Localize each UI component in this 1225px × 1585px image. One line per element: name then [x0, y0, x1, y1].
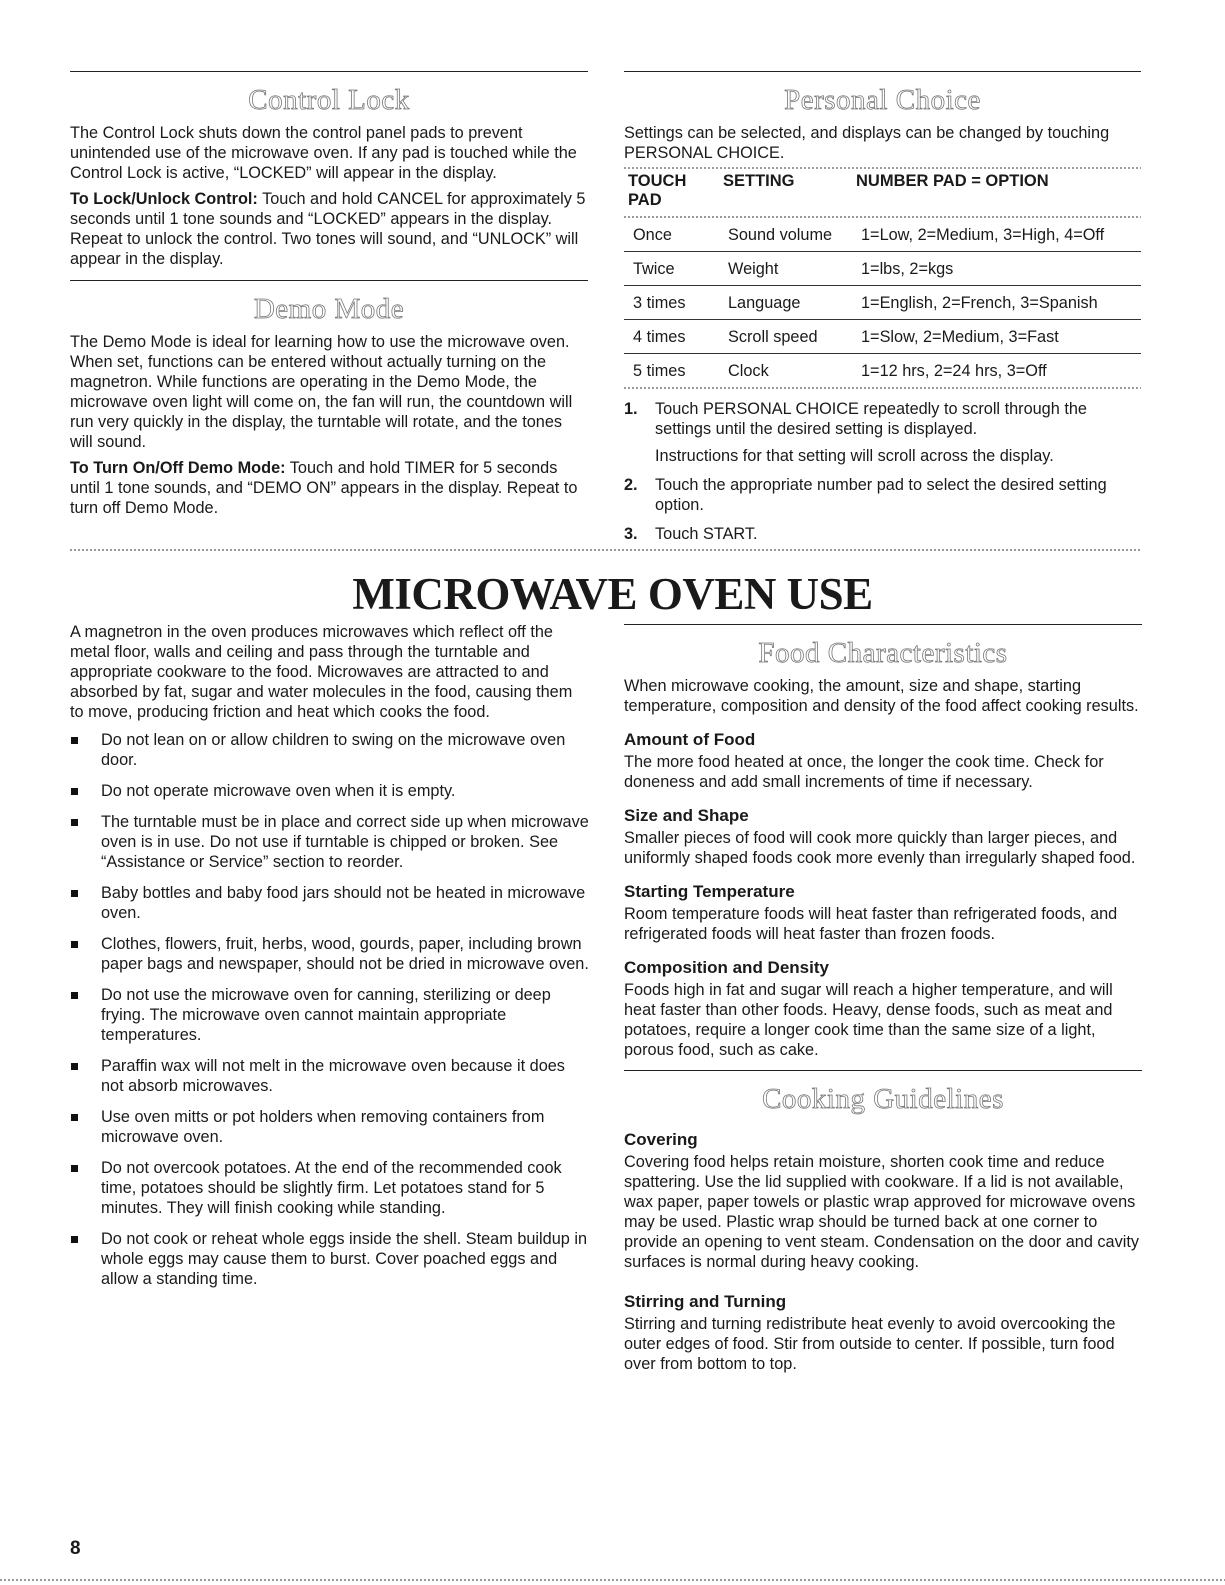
table-cell: 5 times [633, 362, 686, 380]
subsection-text: The more food heated at once, the longer the cook time. Check for doneness and add small increments of time if necessary. [624, 753, 1104, 791]
table-header: TOUCH PAD [628, 172, 687, 209]
personal-choice-intro: Settings can be selected, and displays can be changed by touching PERSONAL CHOICE. [624, 124, 1110, 162]
step-text: Touch START. [655, 525, 758, 543]
section-rule [624, 624, 1142, 625]
table-row [624, 320, 1141, 354]
table-cell: 1=Slow, 2=Medium, 3=Fast [852, 320, 1141, 354]
microwave-use-column [70, 622, 590, 1300]
table-cell: Scroll speed [719, 320, 852, 354]
personal-choice-title: Personal Choice [784, 84, 981, 116]
list-item: Do not operate microwave oven when it is empty. [70, 781, 590, 801]
table-cell: 1=Low, 2=Medium, 3=High, 4=Off [852, 218, 1141, 252]
section-rule [624, 1070, 1142, 1071]
list-item: Paraffin wax will not melt in the microwave oven because it does not absorb microwaves. [70, 1056, 590, 1096]
personal-choice-table [624, 169, 1141, 387]
subsection-text: Covering food helps retain moisture, shorten cook time and reduce spattering. Use the lid supplied with cookware. If a lid is not available, wax paper, paper towels or plastic wrap approved for microwave ovens may be used. Plastic wrap should be turned back at one corner to provide an opening to vent steam. Condensation on the door and cavity surfaces is normal during heavy cooking. [624, 1153, 1140, 1271]
food-characteristics-title: Food Characteristics [758, 637, 1008, 669]
table-header-row [624, 169, 1141, 216]
list-item: Use oven mitts or pot holders when removing containers from microwave oven. [70, 1107, 590, 1147]
page-number: 8 [70, 1538, 81, 1559]
table-header: NUMBER PAD = OPTION [856, 172, 1049, 190]
step-number: 2. [624, 476, 638, 494]
control-lock-instr-text: Touch and hold CANCEL for approximately 5 seconds until 1 tone sounds and “LOCKED” appears in the display. Repeat to unlock the control. Two tones will sound, and “UNLOCK” will appear in the display. [70, 190, 586, 268]
table-row [624, 286, 1141, 320]
table-row [624, 354, 1141, 388]
step-item [624, 524, 1141, 544]
food-and-cooking-column [624, 624, 1142, 1374]
table-cell: Sound volume [719, 218, 852, 252]
table-cell: 1=lbs, 2=kgs [852, 252, 1141, 286]
subsection-heading: Covering [624, 1130, 698, 1149]
table-header: SETTING [723, 172, 795, 190]
control-lock-instructions [70, 189, 588, 269]
subsection-heading: Amount of Food [624, 730, 756, 749]
personal-choice-steps [624, 399, 1141, 544]
subsection-text: Smaller pieces of food will cook more quickly than larger pieces, and uniformly shaped foods cook more evenly than irregularly shaped food. [624, 829, 1136, 867]
step-note: Instructions for that setting will scroll across the display. [655, 447, 1054, 465]
step-item [624, 475, 1141, 515]
top-right-column [624, 71, 1141, 553]
step-item [624, 399, 1141, 466]
main-divider [70, 549, 1141, 551]
table-row [624, 218, 1141, 252]
list-item: Baby bottles and baby food jars should not be heated in microwave oven. [70, 883, 590, 923]
section-rule [624, 71, 1141, 72]
cooking-guidelines-title: Cooking Guidelines [762, 1083, 1004, 1115]
microwave-use-intro: A magnetron in the oven produces microwaves which reflect off the metal floor, walls and ceiling and pass through the turntable and appropriate cookware to the food. Microwaves are attracted to and absorbed by fat, sugar and water molecules in the food, causing them to move, producing friction and heat which cooks the food. [70, 623, 573, 721]
table-cell: Weight [719, 252, 852, 286]
table-cell: Once [624, 218, 719, 252]
food-characteristics-intro: When microwave cooking, the amount, size and shape, starting temperature, composition and density of the food affect cooking results. [624, 677, 1139, 715]
demo-mode-title: Demo Mode [253, 293, 405, 325]
list-item: Do not use the microwave oven for canning, sterilizing or deep frying. The microwave oven cannot maintain appropriate temperatures. [70, 985, 590, 1045]
subsection-heading: Size and Shape [624, 806, 749, 825]
list-item: Clothes, flowers, fruit, herbs, wood, gourds, paper, including brown paper bags and newspaper, should not be dried in microwave oven. [70, 934, 590, 974]
list-item: Do not overcook potatoes. At the end of the recommended cook time, potatoes should be slightly firm. Let potatoes stand for 5 minutes. They will finish cooking while standing. [70, 1158, 590, 1218]
subsection-heading: Stirring and Turning [624, 1292, 787, 1311]
control-lock-instr-label: To Lock/Unlock Control: [70, 190, 258, 208]
subsection-text: Stirring and turning redistribute heat evenly to avoid overcooking the outer edges of food. Stir from outside to center. If possible, turn food over from bottom to top. [624, 1315, 1116, 1373]
step-number: 3. [624, 525, 638, 543]
table-cell: 1=English, 2=French, 3=Spanish [852, 286, 1141, 320]
step-text: Touch PERSONAL CHOICE repeatedly to scroll through the settings until the desired setting is displayed. [655, 400, 1087, 438]
subsection-text: Foods high in fat and sugar will reach a higher temperature, and will heat faster than other foods. Heavy, dense foods, such as meat and potatoes, require a longer cook time than the same size of a light, porous food, such as cake. [624, 981, 1113, 1059]
step-text: Touch the appropriate number pad to select the desired setting option. [655, 476, 1107, 514]
list-item: The turntable must be in place and correct side up when microwave oven is in use. Do not use if turntable is chipped or broken. See “Assistance or Service” section to reorder. [70, 812, 590, 872]
table-row [624, 252, 1141, 286]
list-item: Do not lean on or allow children to swing on the microwave oven door. [70, 730, 590, 770]
safety-bullet-list [70, 730, 590, 1289]
demo-mode-instr-label: To Turn On/Off Demo Mode: [70, 459, 286, 477]
control-lock-title: Control Lock [248, 84, 410, 116]
table-cell: Twice [624, 252, 719, 286]
table-cell: 4 times [624, 320, 719, 354]
top-left-column [70, 71, 588, 518]
list-item: Do not cook or reheat whole eggs inside the shell. Steam buildup in whole eggs may cause them to burst. Cover poached eggs and allow a standing time. [70, 1229, 590, 1289]
subsection-heading: Starting Temperature [624, 882, 795, 901]
table-bottom-rule [624, 387, 1141, 389]
main-title: MICROWAVE OVEN USE [352, 569, 873, 619]
demo-mode-body: The Demo Mode is ideal for learning how to use the microwave oven. When set, functions can be entered without actually turning on the magnetron. While functions are operating in the Demo Mode, the microwave oven light will come on, the fan will run, the countdown will run very quickly in the display, the turntable will rotate, and the tones will sound. [70, 333, 573, 451]
table-cell: Clock [728, 362, 769, 380]
demo-mode-instructions [70, 458, 588, 518]
step-number: 1. [624, 400, 638, 418]
subsection-heading: Composition and Density [624, 958, 829, 977]
demo-mode-instr-text: Touch and hold TIMER for 5 seconds until 1 tone sounds, and “DEMO ON” appears in the display. Repeat to turn off Demo Mode. [70, 459, 578, 517]
bottom-edge-rule [0, 1579, 1225, 1581]
section-rule [70, 71, 588, 72]
table-cell: 1=12 hrs, 2=24 hrs, 3=Off [861, 362, 1047, 380]
section-rule [70, 280, 588, 281]
control-lock-body: The Control Lock shuts down the control panel pads to prevent unintended use of the microwave oven. If any pad is touched while the Control Lock is active, “LOCKED” will appear in the display. [70, 124, 577, 182]
table-cell: 3 times [624, 286, 719, 320]
subsection-text: Room temperature foods will heat faster than refrigerated foods, and refrigerated foods will heat faster than frozen foods. [624, 905, 1118, 943]
table-cell: Language [719, 286, 852, 320]
